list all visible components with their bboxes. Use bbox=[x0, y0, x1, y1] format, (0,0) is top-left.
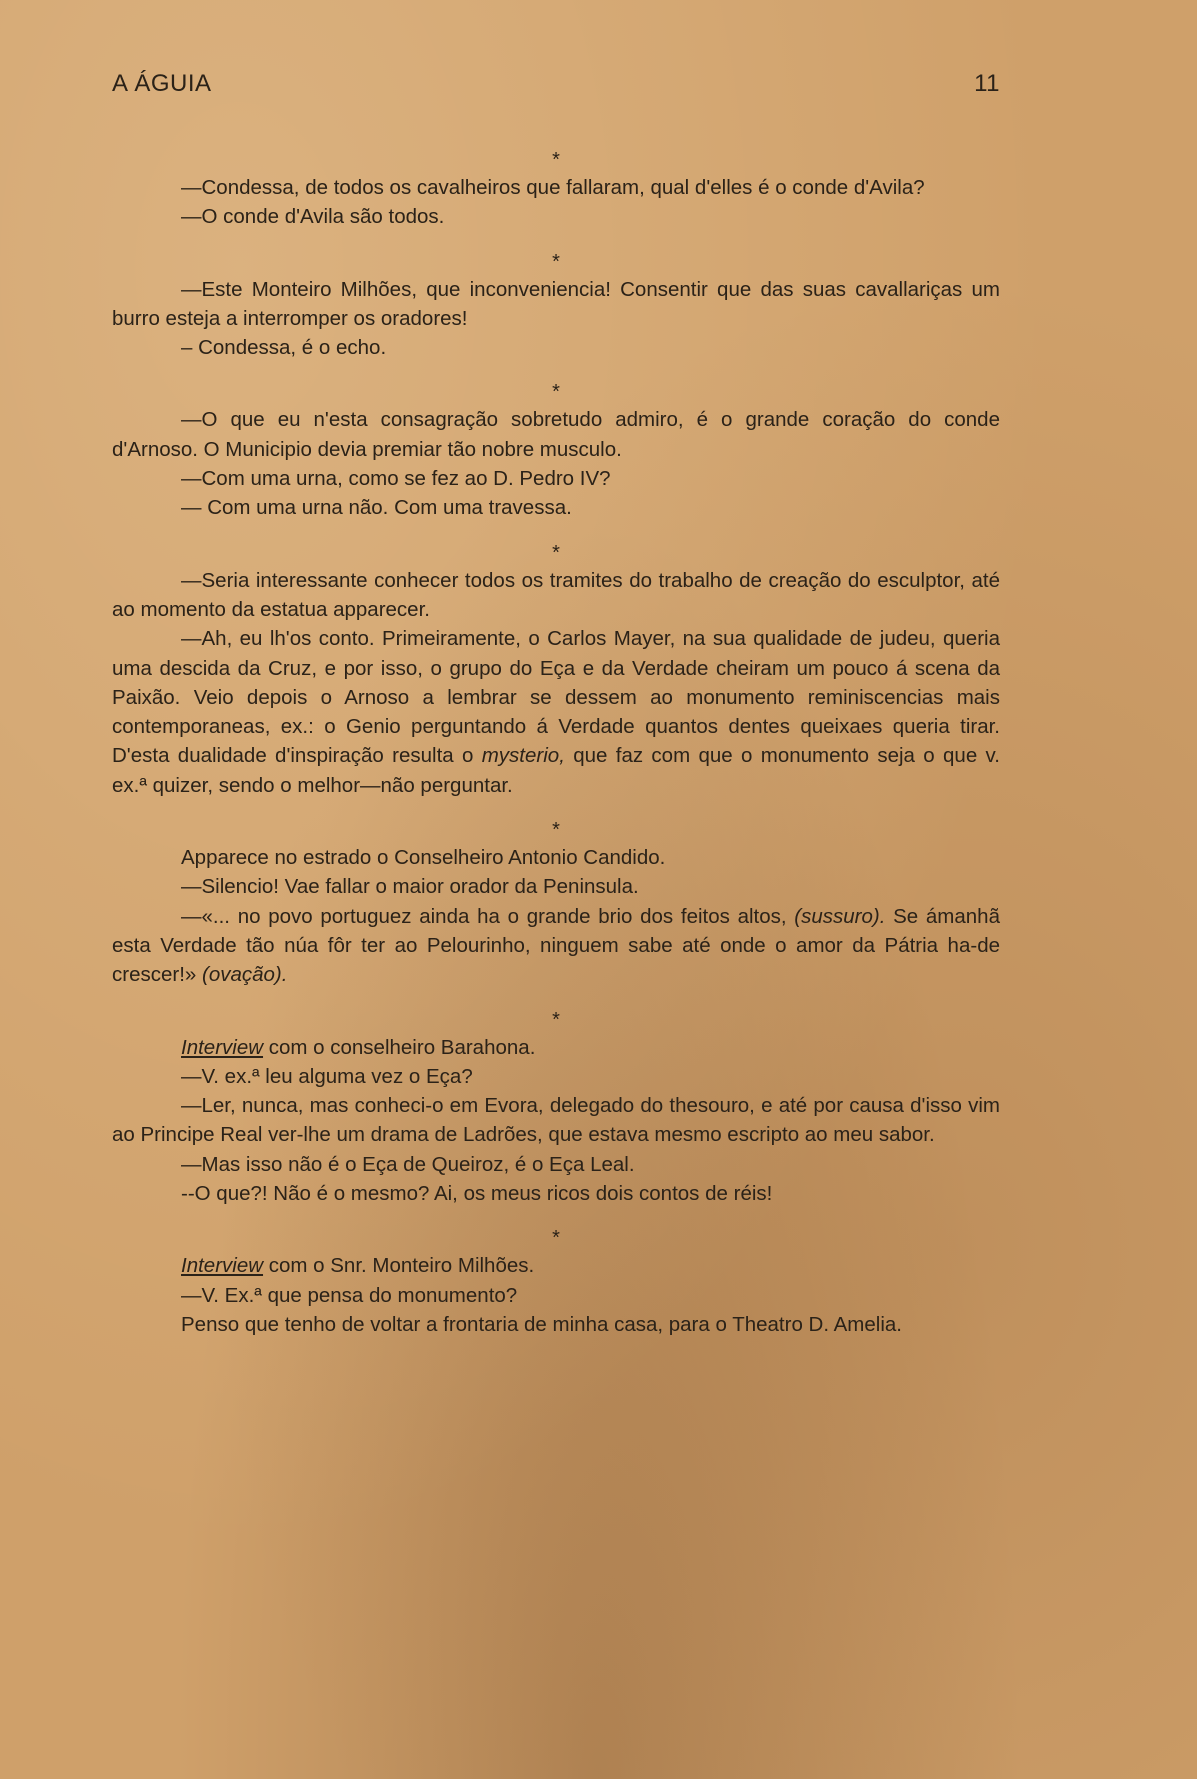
paragraph: — Com uma urna não. Com uma travessa. bbox=[181, 496, 572, 520]
paragraph: —O conde d'Avila são todos. bbox=[181, 205, 445, 229]
dialogue-section bbox=[112, 405, 1000, 522]
paragraph: —Silencio! Vae fallar o maior orador da Peninsula. bbox=[181, 875, 639, 899]
stage-direction: (ovação). bbox=[202, 963, 288, 987]
article-body bbox=[112, 148, 1000, 1357]
dialogue-section bbox=[112, 566, 1000, 800]
paragraph: --O que?! Não é o mesmo? Ai, os meus ricos dois contos de réis! bbox=[181, 1182, 773, 1206]
paragraph: —Com uma urna, como se fez ao D. Pedro IV? bbox=[181, 467, 611, 491]
italic-word: mysterio, bbox=[481, 744, 565, 768]
section-separator: * bbox=[552, 1008, 560, 1031]
paragraph: —«... no povo portuguez ainda ha o grande brio dos feitos altos, (sussuro). Se ámanhã esta Verdade tão núa fôr ter ao Pelourinho, ninguem sabe até onde o amor da Pátria ha-de crescer!» (ovação). bbox=[112, 904, 1000, 987]
paragraph: —Este Monteiro Milhões, que inconveniencia! Consentir que das suas cavallariças um burro esteja a interromper os oradores! bbox=[112, 277, 1000, 330]
section-separator: * bbox=[552, 819, 560, 842]
section-separator: * bbox=[552, 381, 560, 404]
running-header bbox=[112, 70, 1000, 98]
paragraph: —Seria interessante conhecer todos os tramites do trabalho de creação do esculptor, até ao momento da estatua apparecer. bbox=[112, 568, 1000, 621]
paragraph: —V. Ex.ª que pensa do monumento? bbox=[181, 1283, 518, 1307]
paragraph: —O que eu n'esta consagração sobretudo admiro, é o grande coração do conde d'Arnoso. O Municipio devia premiar tão nobre musculo. bbox=[112, 408, 1000, 461]
interview-word: Interview bbox=[181, 1254, 264, 1278]
dialogue-section bbox=[112, 275, 1000, 363]
paragraph: —Ler, nunca, mas conheci-o em Evora, delegado do thesouro, e até por causa d'isso vim ao Principe Real ver-lhe um drama de Ladrões, que estava mesmo escripto ao meu sabor. bbox=[112, 1094, 1000, 1147]
section-separator: * bbox=[552, 250, 560, 273]
paragraph: —Ah, eu lh'os conto. Primeiramente, o Carlos Mayer, na sua qualidade de judeu, queria uma descida da Cruz, e por isso, o grupo do Eça e da Verdade cheiram um pouco á scena da Paixão. Veio depois o Arnoso a lembrar se dessem ao monumento reminiscencias mais contemporaneas, ex.: o Genio perguntando á Verdade quantos dentes queixaes queria tirar. D'esta dualidade d'inspiração resulta o mysterio, que faz com que o monumento seja o que v. ex.ª quizer, sendo o melhor—não perguntar. bbox=[112, 627, 1000, 797]
paragraph: – Condessa, é o echo. bbox=[181, 336, 387, 360]
stage-direction: (sussuro). bbox=[794, 904, 886, 928]
paragraph: Penso que tenho de voltar a frontaria de minha casa, para o Theatro D. Amelia. bbox=[181, 1312, 902, 1336]
journal-title: A ÁGUIA bbox=[112, 70, 212, 97]
interview-section bbox=[112, 1033, 1000, 1209]
paragraph: —V. ex.ª leu alguma vez o Eça? bbox=[181, 1064, 473, 1088]
paragraph: Apparece no estrado o Conselheiro Antonio Candido. bbox=[181, 846, 666, 870]
dialogue-section bbox=[112, 173, 1000, 232]
dialogue-section bbox=[112, 843, 1000, 989]
interview-word: Interview bbox=[181, 1035, 264, 1059]
paragraph: Interview com o Snr. Monteiro Milhões. bbox=[181, 1254, 535, 1278]
section-separator: * bbox=[552, 541, 560, 564]
section-separator: * bbox=[552, 149, 560, 171]
page-number: 11 bbox=[974, 70, 1000, 97]
section-separator: * bbox=[552, 1227, 560, 1250]
interview-section bbox=[112, 1251, 1000, 1339]
paragraph: —Condessa, de todos os cavalheiros que fallaram, qual d'elles é o conde d'Avila? bbox=[181, 176, 925, 199]
paragraph: Interview com o conselheiro Barahona. bbox=[181, 1035, 536, 1059]
paragraph: —Mas isso não é o Eça de Queiroz, é o Eça Leal. bbox=[181, 1152, 635, 1176]
